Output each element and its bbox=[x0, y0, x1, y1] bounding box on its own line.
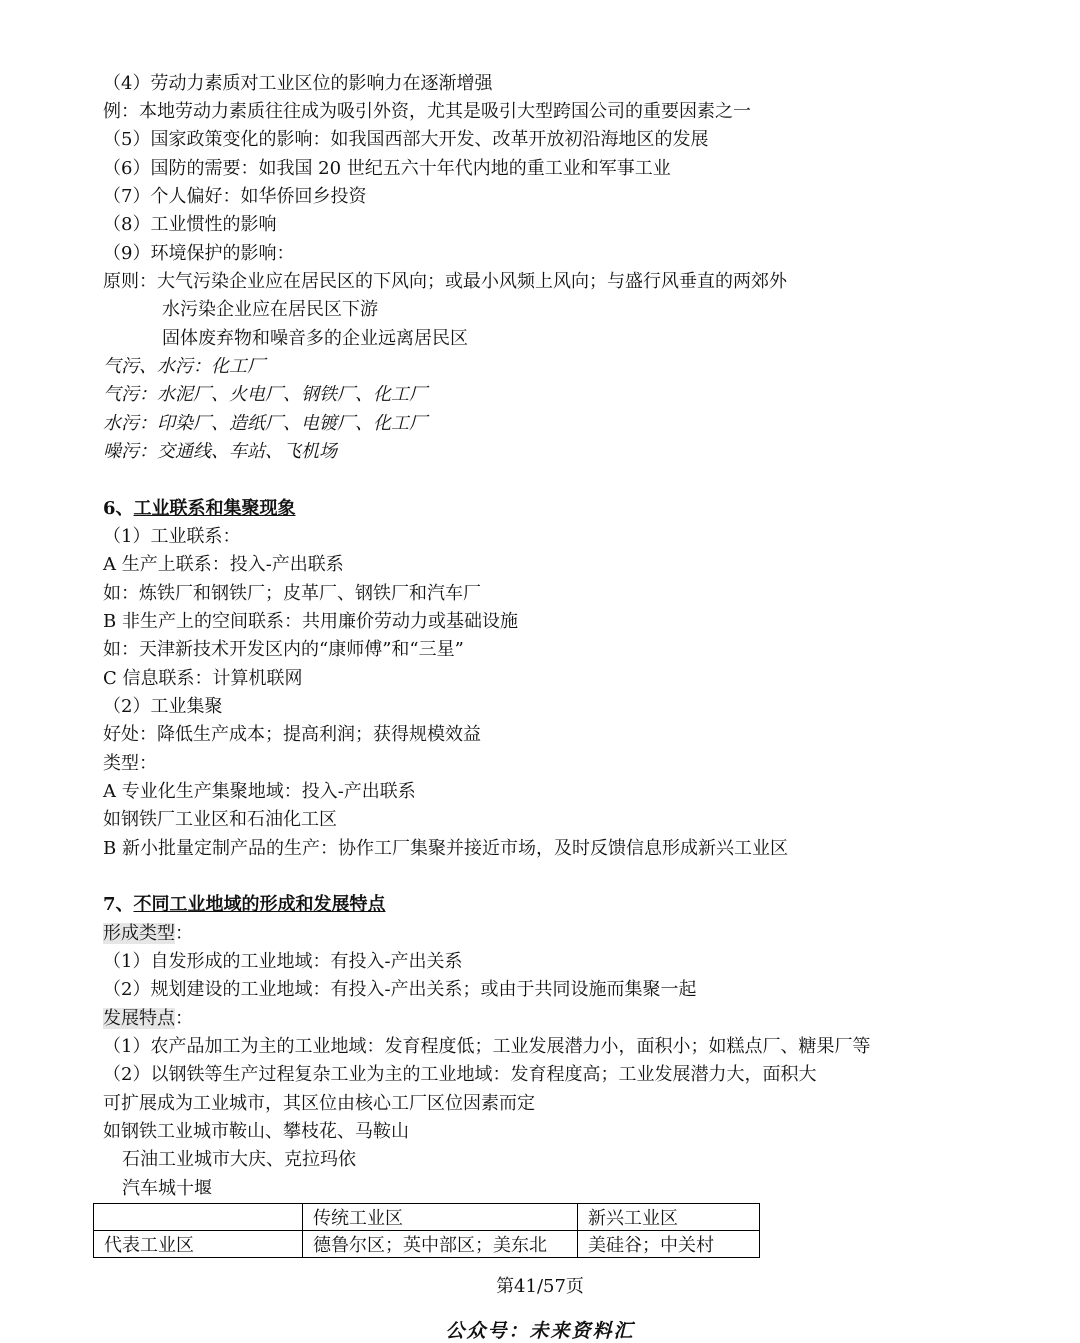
text-line: 可扩展成为工业城市，其区位由核心工厂区位因素而定 bbox=[103, 1093, 535, 1114]
table-header-row bbox=[94, 1204, 760, 1231]
text-line: B 非生产上的空间联系：共用廉价劳动力或基础设施 bbox=[103, 611, 518, 632]
principle-line: 原则：大气污染企业应在居民区的下风向；或最小风频上风向；与盛行风垂直的两郊外 bbox=[103, 271, 787, 292]
text-line: （2）规划建设的工业地域：有投入-产出关系；或由于共同设施而集聚一起 bbox=[103, 979, 697, 1000]
text-line: （7）个人偏好：如华侨回乡投资 bbox=[103, 186, 367, 207]
comparison-table bbox=[93, 1203, 760, 1258]
text-line: 如：炼铁厂和钢铁厂；皮革厂、钢铁厂和汽车厂 bbox=[103, 583, 481, 604]
text-line: （5）国家政策变化的影响：如我国西部大开发、改革开放初沿海地区的发展 bbox=[103, 129, 709, 150]
page-number: 第41/57页 bbox=[496, 1276, 584, 1297]
text-line: 好处：降低生产成本；提高利润；获得规模效益 bbox=[103, 724, 481, 745]
table-cell: 美硅谷；中关村 bbox=[578, 1231, 760, 1258]
section-6-heading bbox=[103, 495, 296, 523]
text-line: 类型： bbox=[103, 753, 157, 774]
text-line: （1）工业联系： bbox=[103, 526, 241, 547]
text-line: （2）工业集聚 bbox=[103, 696, 223, 717]
development-label: 发展特点 bbox=[103, 1008, 175, 1029]
principle-line: 水污染企业应在居民区下游 bbox=[162, 299, 378, 320]
text-line: 如钢铁厂工业区和石油化工区 bbox=[103, 809, 337, 830]
pollution-example: 噪污：交通线、车站、飞机场 bbox=[103, 441, 337, 462]
section-title: 不同工业地域的形成和发展特点 bbox=[133, 894, 386, 915]
section-number: 6、 bbox=[103, 498, 134, 519]
principle-line: 固体废弃物和噪音多的企业远离居民区 bbox=[162, 328, 468, 349]
formation-label-line: 形成类型： bbox=[103, 923, 193, 944]
footer-watermark: 公众号：未来资料汇 bbox=[445, 1320, 635, 1342]
text-line: 石油工业城市大庆、克拉玛依 bbox=[122, 1149, 356, 1170]
table-row bbox=[94, 1231, 760, 1258]
text-line: B 新小批量定制产品的生产：协作工厂集聚并接近市场，及时反馈信息形成新兴工业区 bbox=[103, 838, 788, 859]
text-line: （2）以钢铁等生产过程复杂工业为主的工业地域：发育程度高；工业发展潜力大，面积大 bbox=[103, 1064, 817, 1085]
pollution-example: 水污：印染厂、造纸厂、电镀厂、化工厂 bbox=[103, 413, 427, 434]
section-number: 7、 bbox=[103, 894, 134, 915]
text-line: 汽车城十堰 bbox=[122, 1178, 212, 1199]
table-cell: 新兴工业区 bbox=[578, 1204, 760, 1231]
text-line: A 专业化生产集聚地域：投入-产出联系 bbox=[103, 781, 416, 802]
table-cell: 德鲁尔区；英中部区；美东北 bbox=[303, 1231, 578, 1258]
table-cell: 代表工业区 bbox=[94, 1231, 303, 1258]
text-line: 例：本地劳动力素质往往成为吸引外资，尤其是吸引大型跨国公司的重要因素之一 bbox=[103, 101, 751, 122]
text-line: （1）农产品加工为主的工业地域：发育程度低；工业发展潜力小，面积小；如糕点厂、糖果厂等 bbox=[103, 1036, 871, 1057]
section-7-heading bbox=[103, 891, 386, 919]
pollution-example: 气污、水污：化工厂 bbox=[103, 356, 265, 377]
development-label-line: 发展特点： bbox=[103, 1008, 193, 1029]
text-line: （4）劳动力素质对工业区位的影响力在逐渐增强 bbox=[103, 73, 493, 94]
section-title: 工业联系和集聚现象 bbox=[133, 498, 296, 519]
table-cell bbox=[94, 1204, 303, 1231]
table-cell: 传统工业区 bbox=[303, 1204, 578, 1231]
text-line: （9）环境保护的影响： bbox=[103, 243, 295, 264]
text-line: （8）工业惯性的影响 bbox=[103, 214, 277, 235]
formation-label: 形成类型 bbox=[103, 923, 175, 944]
text-line: A 生产上联系：投入-产出联系 bbox=[103, 554, 344, 575]
text-line: （6）国防的需要：如我国 20 世纪五六十年代内地的重工业和军事工业 bbox=[103, 158, 671, 179]
text-line: （1）自发形成的工业地域：有投入-产出关系 bbox=[103, 951, 463, 972]
pollution-example: 气污：水泥厂、火电厂、钢铁厂、化工厂 bbox=[103, 384, 427, 405]
text-line: 如：天津新技术开发区内的“康师傅”和“三星” bbox=[103, 639, 464, 660]
text-line: 如钢铁工业城市鞍山、攀枝花、马鞍山 bbox=[103, 1121, 409, 1142]
text-line: C 信息联系：计算机联网 bbox=[103, 668, 303, 689]
